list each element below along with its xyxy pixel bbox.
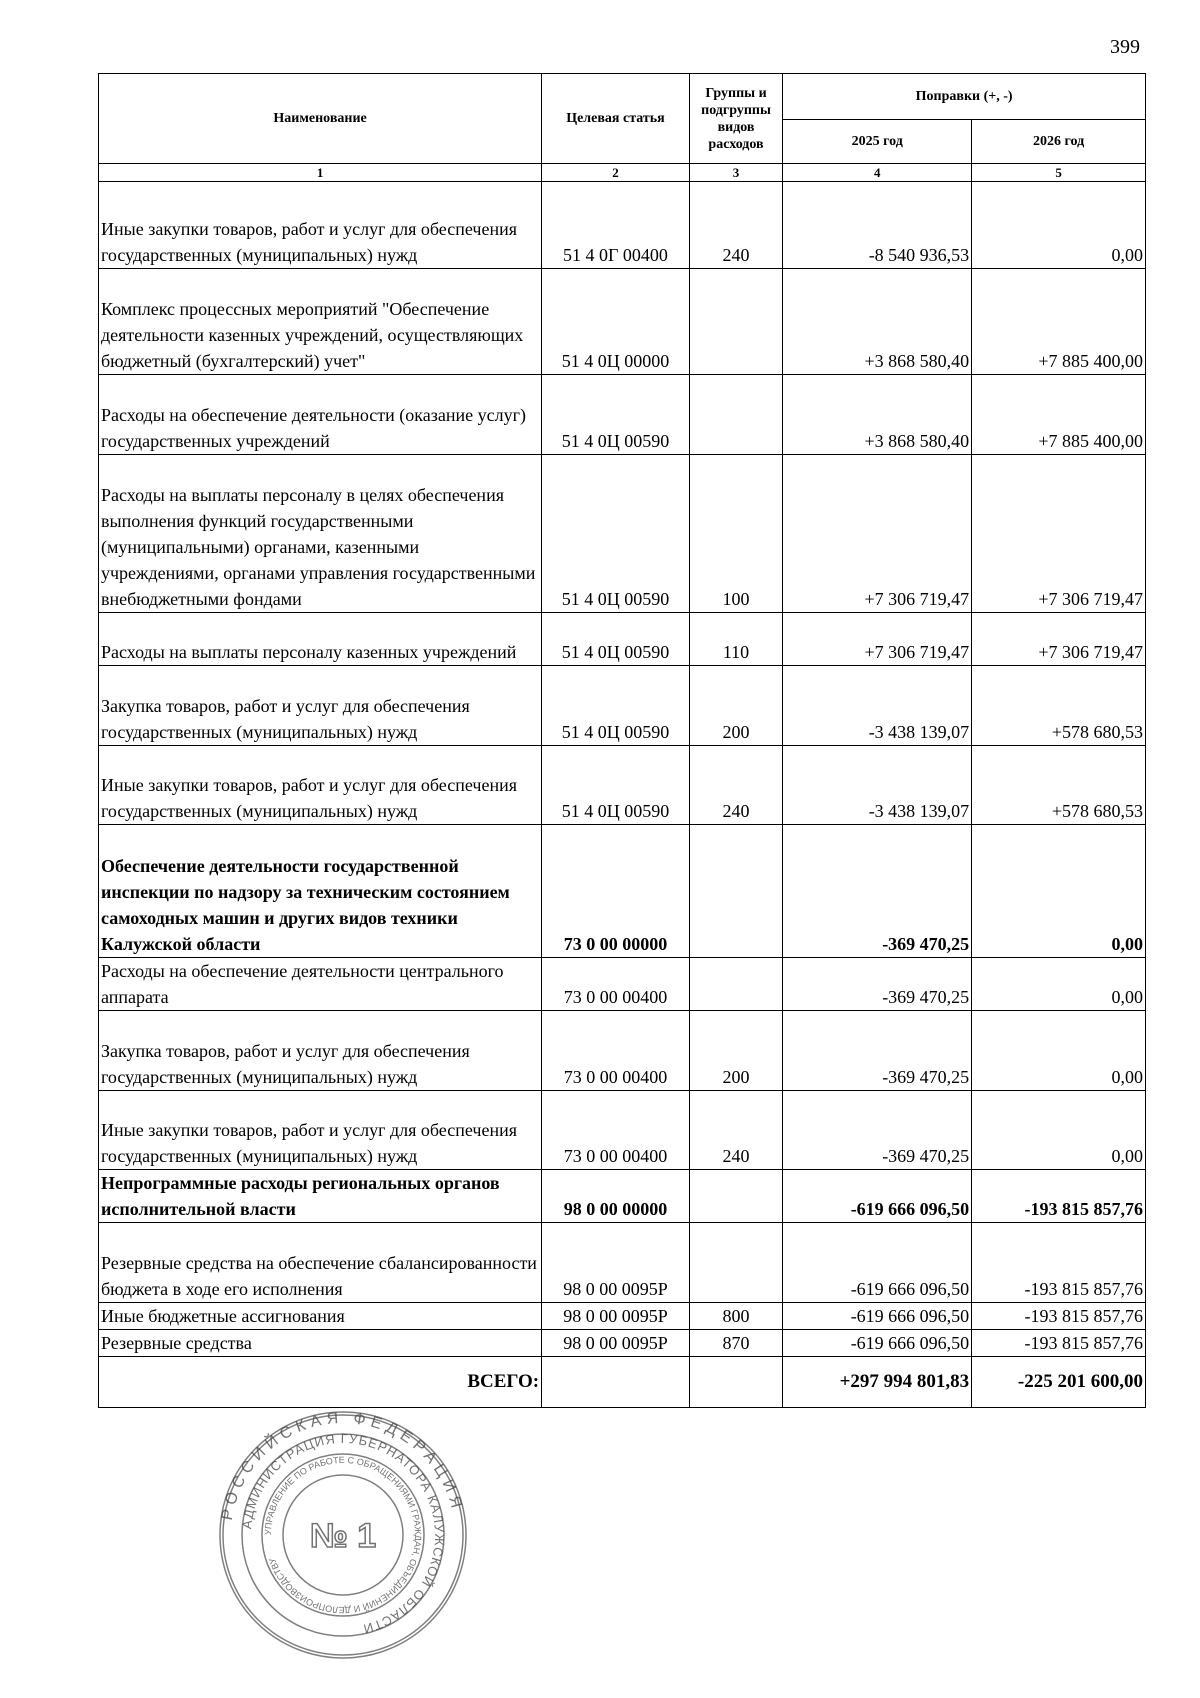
col-number-4: 4 bbox=[783, 164, 972, 182]
official-seal-stamp bbox=[218, 1410, 468, 1660]
row-target-article: 51 4 0Ц 00590 bbox=[542, 666, 690, 746]
table-row bbox=[99, 1303, 1146, 1330]
row-amount-2025: -369 470,25 bbox=[783, 958, 972, 1011]
row-target-article: 98 0 00 0095Р bbox=[542, 1303, 690, 1330]
row-amount-2025: -3 438 139,07 bbox=[783, 666, 972, 746]
table-row bbox=[99, 958, 1146, 1011]
row-amount-2026: 0,00 bbox=[972, 1091, 1146, 1170]
row-expense-group bbox=[689, 1170, 782, 1223]
row-name: Комплекс процессных мероприятий "Обеспечение деятельности казенных учреждений, осуществляющих бюджетный (бухгалтерский) учет" bbox=[99, 269, 542, 375]
row-amount-2025: -369 470,25 bbox=[783, 825, 972, 958]
row-target-article: 98 0 00 0095Р bbox=[542, 1223, 690, 1303]
row-amount-2025: +7 306 719,47 bbox=[783, 455, 972, 613]
row-expense-group: 200 bbox=[689, 1011, 782, 1091]
row-target-article: 73 0 00 00400 bbox=[542, 1091, 690, 1170]
header-name: Наименование bbox=[99, 74, 542, 164]
row-name: Резервные средства bbox=[99, 1330, 542, 1357]
row-amount-2025: +3 868 580,40 bbox=[783, 375, 972, 455]
row-expense-group bbox=[689, 958, 782, 1011]
row-amount-2026: +7 885 400,00 bbox=[972, 269, 1146, 375]
row-name: Иные бюджетные ассигнования bbox=[99, 1303, 542, 1330]
table-row bbox=[99, 1170, 1146, 1223]
col-number-5: 5 bbox=[972, 164, 1146, 182]
row-amount-2025: -619 666 096,50 bbox=[783, 1303, 972, 1330]
col-number-3: 3 bbox=[689, 164, 782, 182]
row-expense-group: 110 bbox=[689, 613, 782, 666]
row-amount-2026: +7 306 719,47 bbox=[972, 613, 1146, 666]
table-row bbox=[99, 182, 1146, 269]
row-expense-group bbox=[689, 269, 782, 375]
row-amount-2025: -3 438 139,07 bbox=[783, 746, 972, 825]
row-amount-2026: 0,00 bbox=[972, 182, 1146, 269]
row-target-article: 51 4 0Г 00400 bbox=[542, 182, 690, 269]
row-expense-group: 240 bbox=[689, 182, 782, 269]
row-amount-2025: -619 666 096,50 bbox=[783, 1223, 972, 1303]
table-row bbox=[99, 666, 1146, 746]
table-row bbox=[99, 1091, 1146, 1170]
total-row bbox=[99, 1357, 1146, 1408]
total-code-cell bbox=[542, 1357, 690, 1408]
row-name: Обеспечение деятельности государственной инспекции по надзору за техническим состоянием самоходных машин и других видов техники Калужской области bbox=[99, 825, 542, 958]
row-name: Расходы на выплаты персоналу казенных учреждений bbox=[99, 613, 542, 666]
page-number: 399 bbox=[1110, 36, 1140, 58]
total-label: ВСЕГО: bbox=[99, 1357, 542, 1408]
header-amendments: Поправки (+, -) bbox=[783, 74, 1146, 120]
row-expense-group bbox=[689, 375, 782, 455]
row-expense-group: 240 bbox=[689, 1091, 782, 1170]
row-target-article: 51 4 0Ц 00590 bbox=[542, 455, 690, 613]
total-2025: +297 994 801,83 bbox=[783, 1357, 972, 1408]
row-amount-2025: +7 306 719,47 bbox=[783, 613, 972, 666]
row-amount-2025: -619 666 096,50 bbox=[783, 1330, 972, 1357]
row-expense-group bbox=[689, 1223, 782, 1303]
stamp-inner-text: УПРАВЛЕНИЕ ПО РАБОТЕ С ОБРАЩЕНИЯМИ ГРАЖДАН, ОБЪЕДИНЕНИЙ И ДЕЛОПРОИЗВОДСТВУ bbox=[262, 1454, 424, 1616]
header-year-2026: 2026 год bbox=[972, 120, 1146, 164]
row-expense-group: 800 bbox=[689, 1303, 782, 1330]
row-amount-2026: 0,00 bbox=[972, 825, 1146, 958]
stamp-outer-text: РОССИЙСКАЯ ФЕДЕРАЦИЯ bbox=[218, 1410, 466, 1522]
row-amount-2025: -619 666 096,50 bbox=[783, 1170, 972, 1223]
row-target-article: 73 0 00 00400 bbox=[542, 1011, 690, 1091]
header-target-article: Целевая статья bbox=[542, 74, 690, 164]
row-target-article: 73 0 00 00400 bbox=[542, 958, 690, 1011]
row-name: Закупка товаров, работ и услуг для обеспечения государственных (муниципальных) нужд bbox=[99, 1011, 542, 1091]
row-expense-group bbox=[689, 825, 782, 958]
row-name: Расходы на обеспечение деятельности центрального аппарата bbox=[99, 958, 542, 1011]
table-row bbox=[99, 825, 1146, 958]
stamp-number: № 1 bbox=[309, 1517, 377, 1555]
row-target-article: 51 4 0Ц 00590 bbox=[542, 746, 690, 825]
row-name: Закупка товаров, работ и услуг для обеспечения государственных (муниципальных) нужд bbox=[99, 666, 542, 746]
total-2026: -225 201 600,00 bbox=[972, 1357, 1146, 1408]
table-row bbox=[99, 1223, 1146, 1303]
row-name: Иные закупки товаров, работ и услуг для обеспечения государственных (муниципальных) нужд bbox=[99, 1091, 542, 1170]
row-name: Непрограммные расходы региональных органов исполнительной власти bbox=[99, 1170, 542, 1223]
row-amount-2026: 0,00 bbox=[972, 958, 1146, 1011]
header-expense-groups: Группы и подгруппы видов расходов bbox=[689, 74, 782, 164]
row-name: Иные закупки товаров, работ и услуг для обеспечения государственных (муниципальных) нужд bbox=[99, 182, 542, 269]
row-amount-2025: +3 868 580,40 bbox=[783, 269, 972, 375]
stamp-ring-text: АДМИНИСТРАЦИЯ ГУБЕРНАТОРА КАЛУЖСКОЙ ОБЛАСТИ bbox=[239, 1430, 448, 1637]
row-amount-2025: -369 470,25 bbox=[783, 1091, 972, 1170]
row-target-article: 51 4 0Ц 00590 bbox=[542, 613, 690, 666]
col-number-2: 2 bbox=[542, 164, 690, 182]
col-number-1: 1 bbox=[99, 164, 542, 182]
row-target-article: 98 0 00 0095Р bbox=[542, 1330, 690, 1357]
table-row bbox=[99, 269, 1146, 375]
row-amount-2026: -193 815 857,76 bbox=[972, 1303, 1146, 1330]
row-amount-2025: -369 470,25 bbox=[783, 1011, 972, 1091]
table-row bbox=[99, 1330, 1146, 1357]
row-amount-2025: -8 540 936,53 bbox=[783, 182, 972, 269]
row-target-article: 73 0 00 00000 bbox=[542, 825, 690, 958]
row-target-article: 98 0 00 00000 bbox=[542, 1170, 690, 1223]
budget-amendments-table bbox=[98, 73, 1146, 1408]
row-name: Иные закупки товаров, работ и услуг для обеспечения государственных (муниципальных) нужд bbox=[99, 746, 542, 825]
row-expense-group: 200 bbox=[689, 666, 782, 746]
row-amount-2026: -193 815 857,76 bbox=[972, 1170, 1146, 1223]
table-row bbox=[99, 455, 1146, 613]
row-expense-group: 870 bbox=[689, 1330, 782, 1357]
row-target-article: 51 4 0Ц 00590 bbox=[542, 375, 690, 455]
total-group-cell bbox=[689, 1357, 782, 1408]
table-body bbox=[99, 182, 1146, 1357]
row-expense-group: 240 bbox=[689, 746, 782, 825]
row-amount-2026: +578 680,53 bbox=[972, 746, 1146, 825]
table-row bbox=[99, 613, 1146, 666]
row-amount-2026: +7 306 719,47 bbox=[972, 455, 1146, 613]
table-row bbox=[99, 746, 1146, 825]
header-year-2025: 2025 год bbox=[783, 120, 972, 164]
row-amount-2026: -193 815 857,76 bbox=[972, 1223, 1146, 1303]
row-name: Резервные средства на обеспечение сбалансированности бюджета в ходе его исполнения bbox=[99, 1223, 542, 1303]
row-target-article: 51 4 0Ц 00000 bbox=[542, 269, 690, 375]
table-row bbox=[99, 375, 1146, 455]
row-amount-2026: -193 815 857,76 bbox=[972, 1330, 1146, 1357]
row-amount-2026: 0,00 bbox=[972, 1011, 1146, 1091]
row-amount-2026: +7 885 400,00 bbox=[972, 375, 1146, 455]
row-expense-group: 100 bbox=[689, 455, 782, 613]
row-name: Расходы на обеспечение деятельности (оказание услуг) государственных учреждений bbox=[99, 375, 542, 455]
row-amount-2026: +578 680,53 bbox=[972, 666, 1146, 746]
table-row bbox=[99, 1011, 1146, 1091]
row-name: Расходы на выплаты персоналу в целях обеспечения выполнения функций государственными (муниципальными) органами, казенными учреждениями, органами управления государственными внебюджетными фондами bbox=[99, 455, 542, 613]
